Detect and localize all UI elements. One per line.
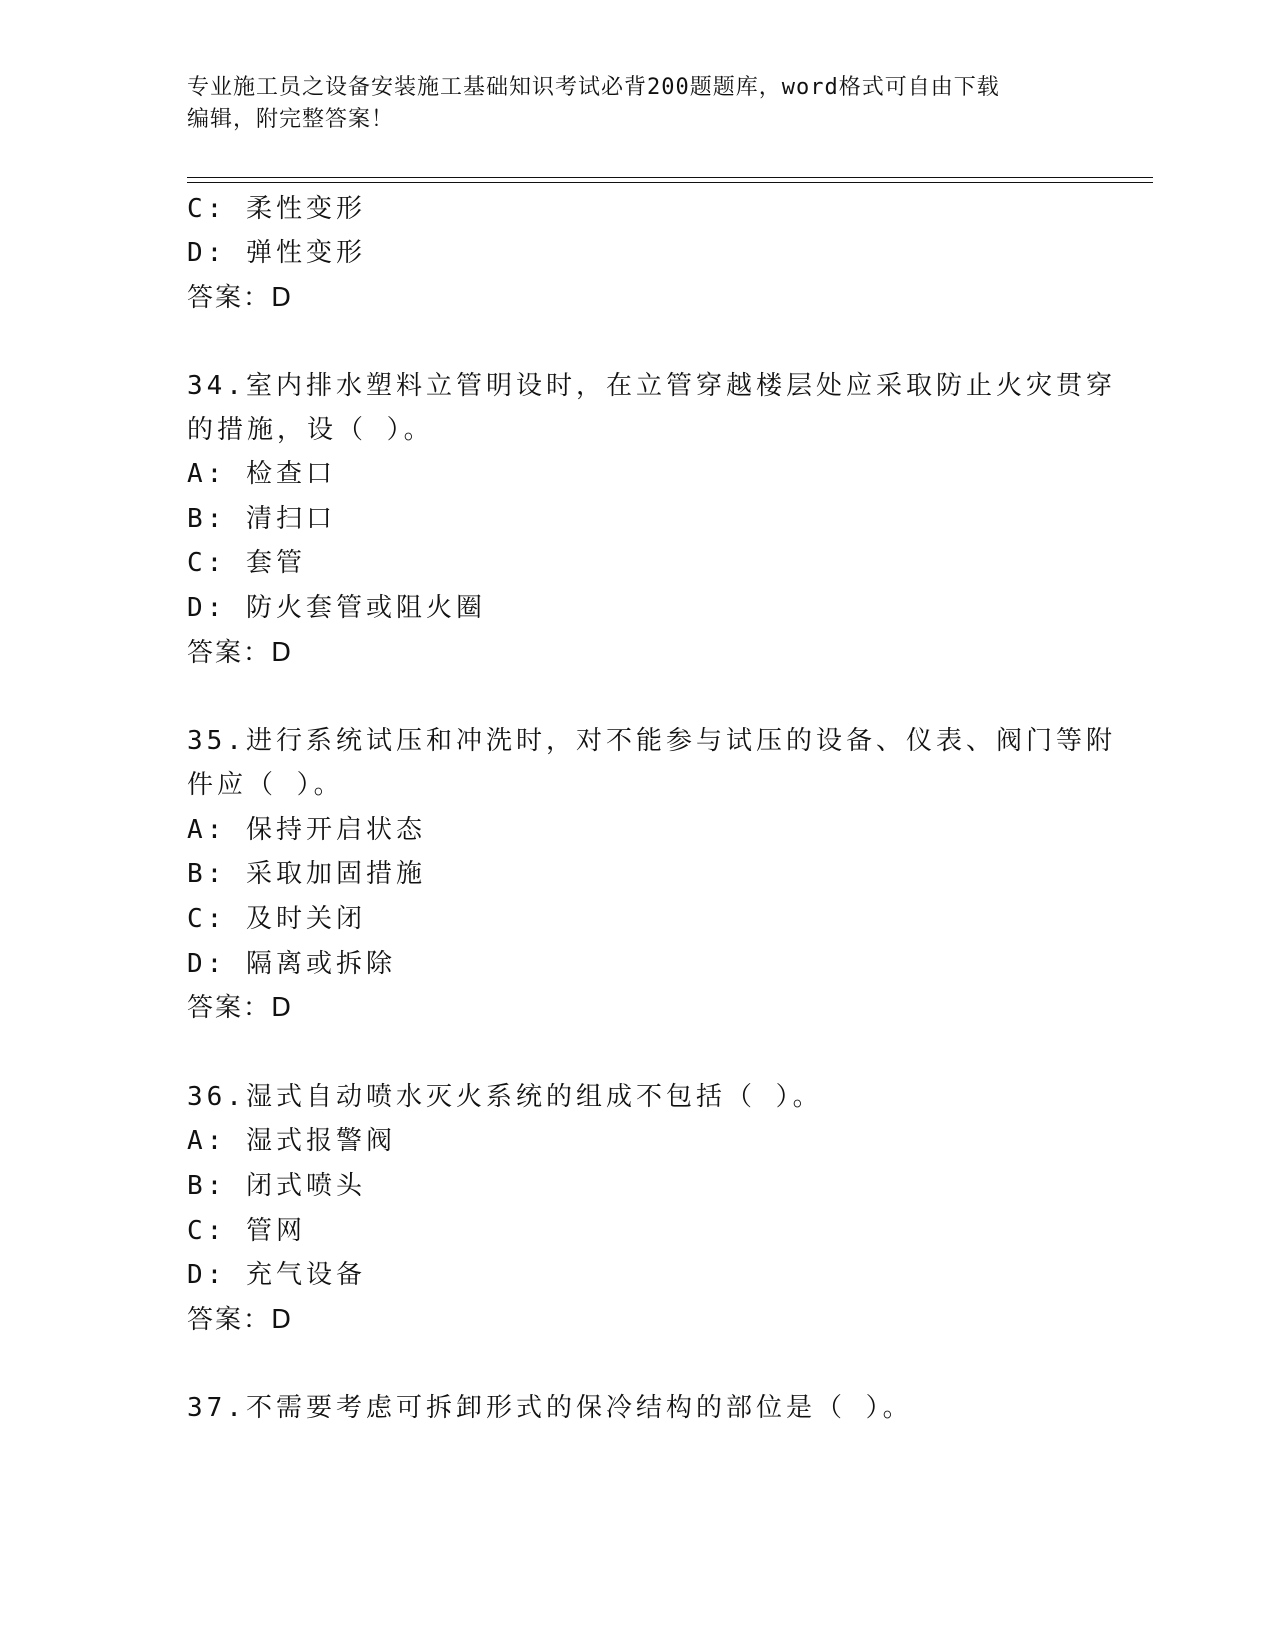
q36-option-b: B: 闭式喷头 xyxy=(187,1171,366,1201)
q35-answer: 答案：D xyxy=(187,993,294,1023)
q35-option-c: C: 及时关闭 xyxy=(187,904,366,934)
q35-option-a: A: 保持开启状态 xyxy=(187,815,426,845)
header-title-line2: 编辑，附完整答案！ xyxy=(187,107,395,132)
header-title-line1: 专业施工员之设备安装施工基础知识考试必背200题题库，word格式可自由下载 xyxy=(187,75,1000,100)
document-header xyxy=(187,72,1067,136)
q34-answer: 答案：D xyxy=(187,638,294,668)
q36-option-d: D: 充气设备 xyxy=(187,1260,366,1290)
q34-option-c: C: 套管 xyxy=(187,548,306,578)
q35-stem-line1: 35.进行系统试压和冲洗时，对不能参与试压的设备、仪表、阀门等附 xyxy=(187,726,1116,756)
q35-option-d: D: 隔离或拆除 xyxy=(187,949,396,979)
q35-stem-line2: 件应（ ）。 xyxy=(187,770,344,800)
q34-option-a: A: 检查口 xyxy=(187,459,336,489)
q34-option-d: D: 防火套管或阻火圈 xyxy=(187,593,486,623)
q35-option-b: B: 采取加固措施 xyxy=(187,859,426,889)
header-rule-bottom xyxy=(187,182,1153,183)
q34-option-b: B: 清扫口 xyxy=(187,504,336,534)
q36-option-a: A: 湿式报警阀 xyxy=(187,1126,396,1156)
q37-stem-line1: 37.不需要考虑可拆卸形式的保冷结构的部位是（ ）。 xyxy=(187,1393,913,1423)
q34-stem-line2: 的措施，设（ ）。 xyxy=(187,415,434,445)
header-rule-top xyxy=(187,177,1153,178)
q34-stem-line1: 34.室内排水塑料立管明设时，在立管穿越楼层处应采取防止火灾贯穿 xyxy=(187,371,1116,401)
q33-option-c: C: 柔性变形 xyxy=(187,194,366,224)
q36-option-c: C: 管网 xyxy=(187,1216,306,1246)
q36-answer: 答案：D xyxy=(187,1305,294,1335)
q33-answer: 答案：D xyxy=(187,283,294,313)
q33-option-d: D: 弹性变形 xyxy=(187,238,366,268)
q36-stem-line1: 36.湿式自动喷水灭火系统的组成不包括（ ）。 xyxy=(187,1082,823,1112)
